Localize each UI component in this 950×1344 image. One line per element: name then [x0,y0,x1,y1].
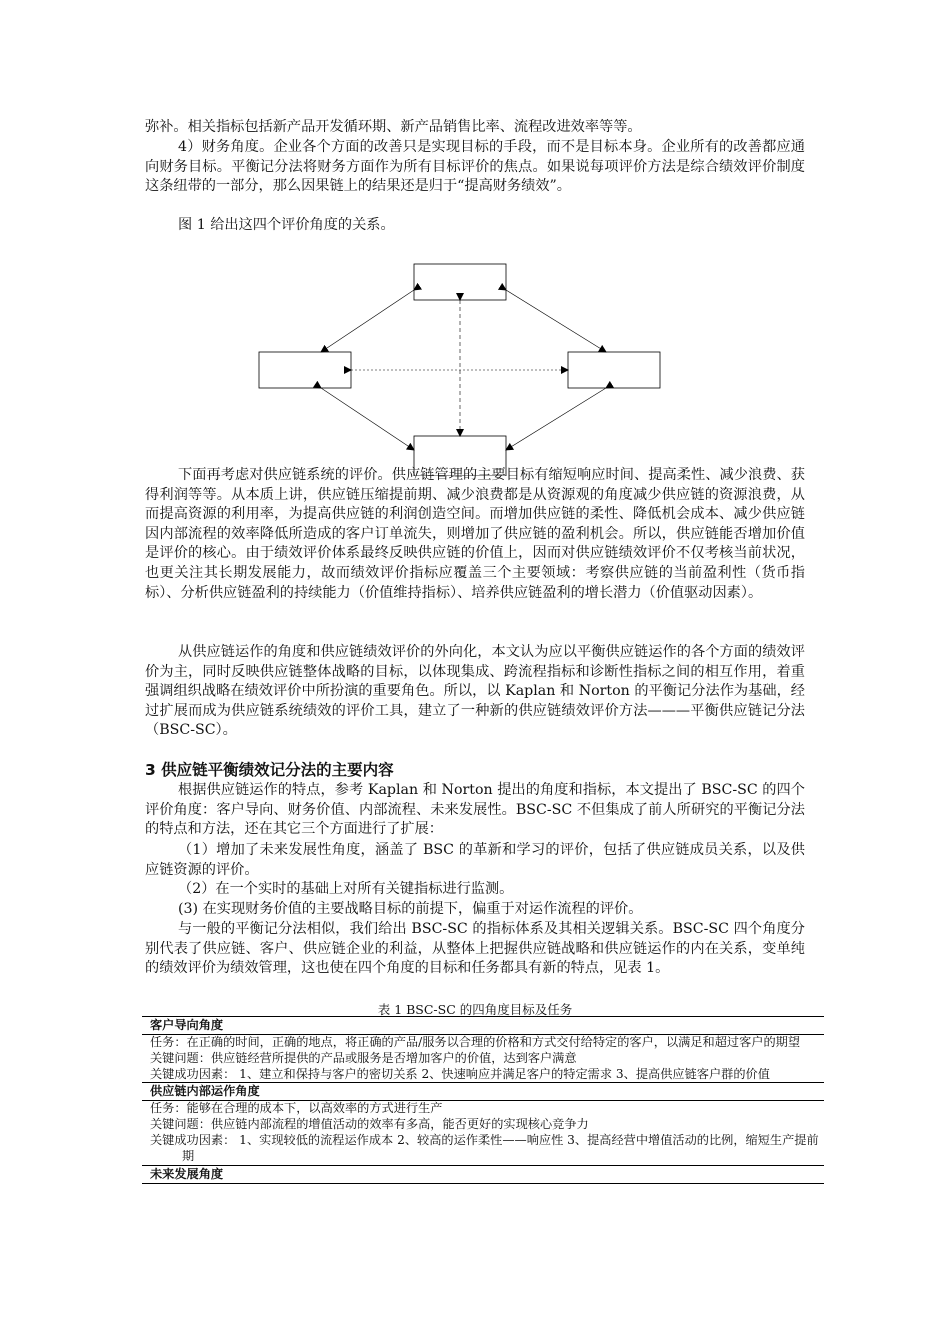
perspectives-table [142,1016,824,1184]
paragraph-8: （2）在一个实时的基础上对所有关键指标进行监测。 [178,881,514,897]
four-perspectives-diagram [255,258,665,476]
paragraph-3: 图 1 给出这四个评价角度的关系。 [178,217,395,233]
paragraph-7: （1）增加了未来发展性角度，涵盖了 BSC 的革新和学习的评价，包括了供应链成员关系，以及供应链资源的评价。 [145,842,805,878]
diagram-box-right [568,352,660,388]
table-row: 任务：能够在合理的成本下，以高效率的方式进行生产 [150,1101,443,1116]
arrow-right-bottom [506,388,606,450]
table-section-title: 客户导向角度 [150,1018,224,1032]
table-row: 关键问题：供应链经营所提供的产品或服务是否增加客户的价值，达到客户满意 [150,1050,577,1065]
table-section-title: 供应链内部运作角度 [150,1084,260,1099]
paragraph-10: 与一般的平衡记分法相似，我们给出 BSC-SC 的指标体系及其相关逻辑关系。BSC-SC 四个角度分别代表了供应链、客户、供应链企业的利益，从整体上把握供应链战略和供应链运作的内在关系，变单纯的绩效评价为绩效管理，这也使在四个角度的目标和任务都具有新的特点，见表 1。 [145,921,805,977]
paragraph-5: 从供应链运作的角度和供应链绩效评价的外向化，本文认为应以平衡供应链运作的各个方面的绩效评价为主，同时反映供应链整体战略的目标，以体现集成、跨流程指标和诊断性指标之间的相互作用，着重强调组织战略在绩效评价中所扮演的重要角色。所以，以 Kaplan 和 Norton 的平衡记分法作为基础，经过扩展而成为供应链系统绩效的评价工具，建立了一种新的供应链绩效评价方法———平衡供应链记分法（BSC-SC）。 [145,644,805,739]
arrow-top-right [506,290,606,352]
paragraph-9: (3) 在实现财务价值的主要战略目标的前提下，偏重于对运作流程的评价。 [178,901,643,917]
table-row: 关键成功因素： 1、实现较低的流程运作成本 2、较高的运作柔性——响应性 3、提高经营中增值活动的比例，缩短生产提前期 [150,1132,819,1163]
paragraph-6: 根据供应链运作的特点，参考 Kaplan 和 Norton 提出的角度和指标，本文提出了 BSC-SC 的四个评价角度：客户导向、财务价值、内部流程、未来发展性。BSC-SC 不但集成了前人所研究的平衡记分法的特点和方法，还在其它三个方面进行了扩展： [145,782,805,838]
arrow-left-bottom [321,388,414,450]
table-row: 关键问题：供应链内部流程的增值活动的效率有多高，能否更好的实现核心竞争力 [150,1117,589,1132]
section-heading-3: 3 供应链平衡绩效记分法的主要内容 [145,761,394,779]
arrow-top-left [321,290,414,352]
paragraph-1: 弥补。相关指标包括新产品开发循环期、新产品销售比率、流程改进效率等等。 [145,119,642,135]
table-rule [142,1183,824,1184]
diagram-box-top [414,264,506,300]
diagram-box-left [259,352,351,388]
paragraph-4: 下面再考虑对供应链系统的评价。供应链管理的主要目标有缩短响应时间、提高柔性、减少浪费、获得利润等等。从本质上讲，供应链压缩提前期、减少浪费都是从资源观的角度减少供应链的资源浪费，从而提高资源的利用率，为提高供应链的利润创造空间。而增加供应链的柔性、降低机会成本、减少供应链因内部流程的效率降低所造成的客户订单流失，则增加了供应链的盈利机会。所以，供应链能否增加价值是评价的核心。由于绩效评价体系最终反映供应链的价值上，因而对供应链绩效评价不仅考核当前状况，也更关注其长期发展能力，故而绩效评价指标应覆盖三个主要领域：考察供应链的当前盈利性（货币指标）、分析供应链盈利的持续能力（价值维持指标）、培养供应链盈利的增长潜力（价值驱动因素）。 [145,467,805,601]
table-row: 关键成功因素： 1、建立和保持与客户的密切关系 2、快速响应并满足客户的特定需求 3、提高供应链客户群的价值 [150,1066,770,1081]
table-row: 任务：在正确的时间，正确的地点，将正确的产品/服务以合理的价格和方式交付给特定的客户，以满足和超过客户的期望 [150,1035,801,1049]
table-caption: 表 1 BSC-SC 的四角度目标及任务 [377,1002,573,1017]
table-section-title: 未来发展角度 [150,1166,224,1181]
paragraph-2: 4）财务角度。企业各个方面的改善只是实现目标的手段，而不是目标本身。企业所有的改善都应通向财务目标。平衡记分法将财务方面作为所有目标评价的焦点。如果说每项评价方法是综合绩效评价制度这条纽带的一部分，那么因果链上的结果还是归于“提高财务绩效”。 [145,139,805,195]
